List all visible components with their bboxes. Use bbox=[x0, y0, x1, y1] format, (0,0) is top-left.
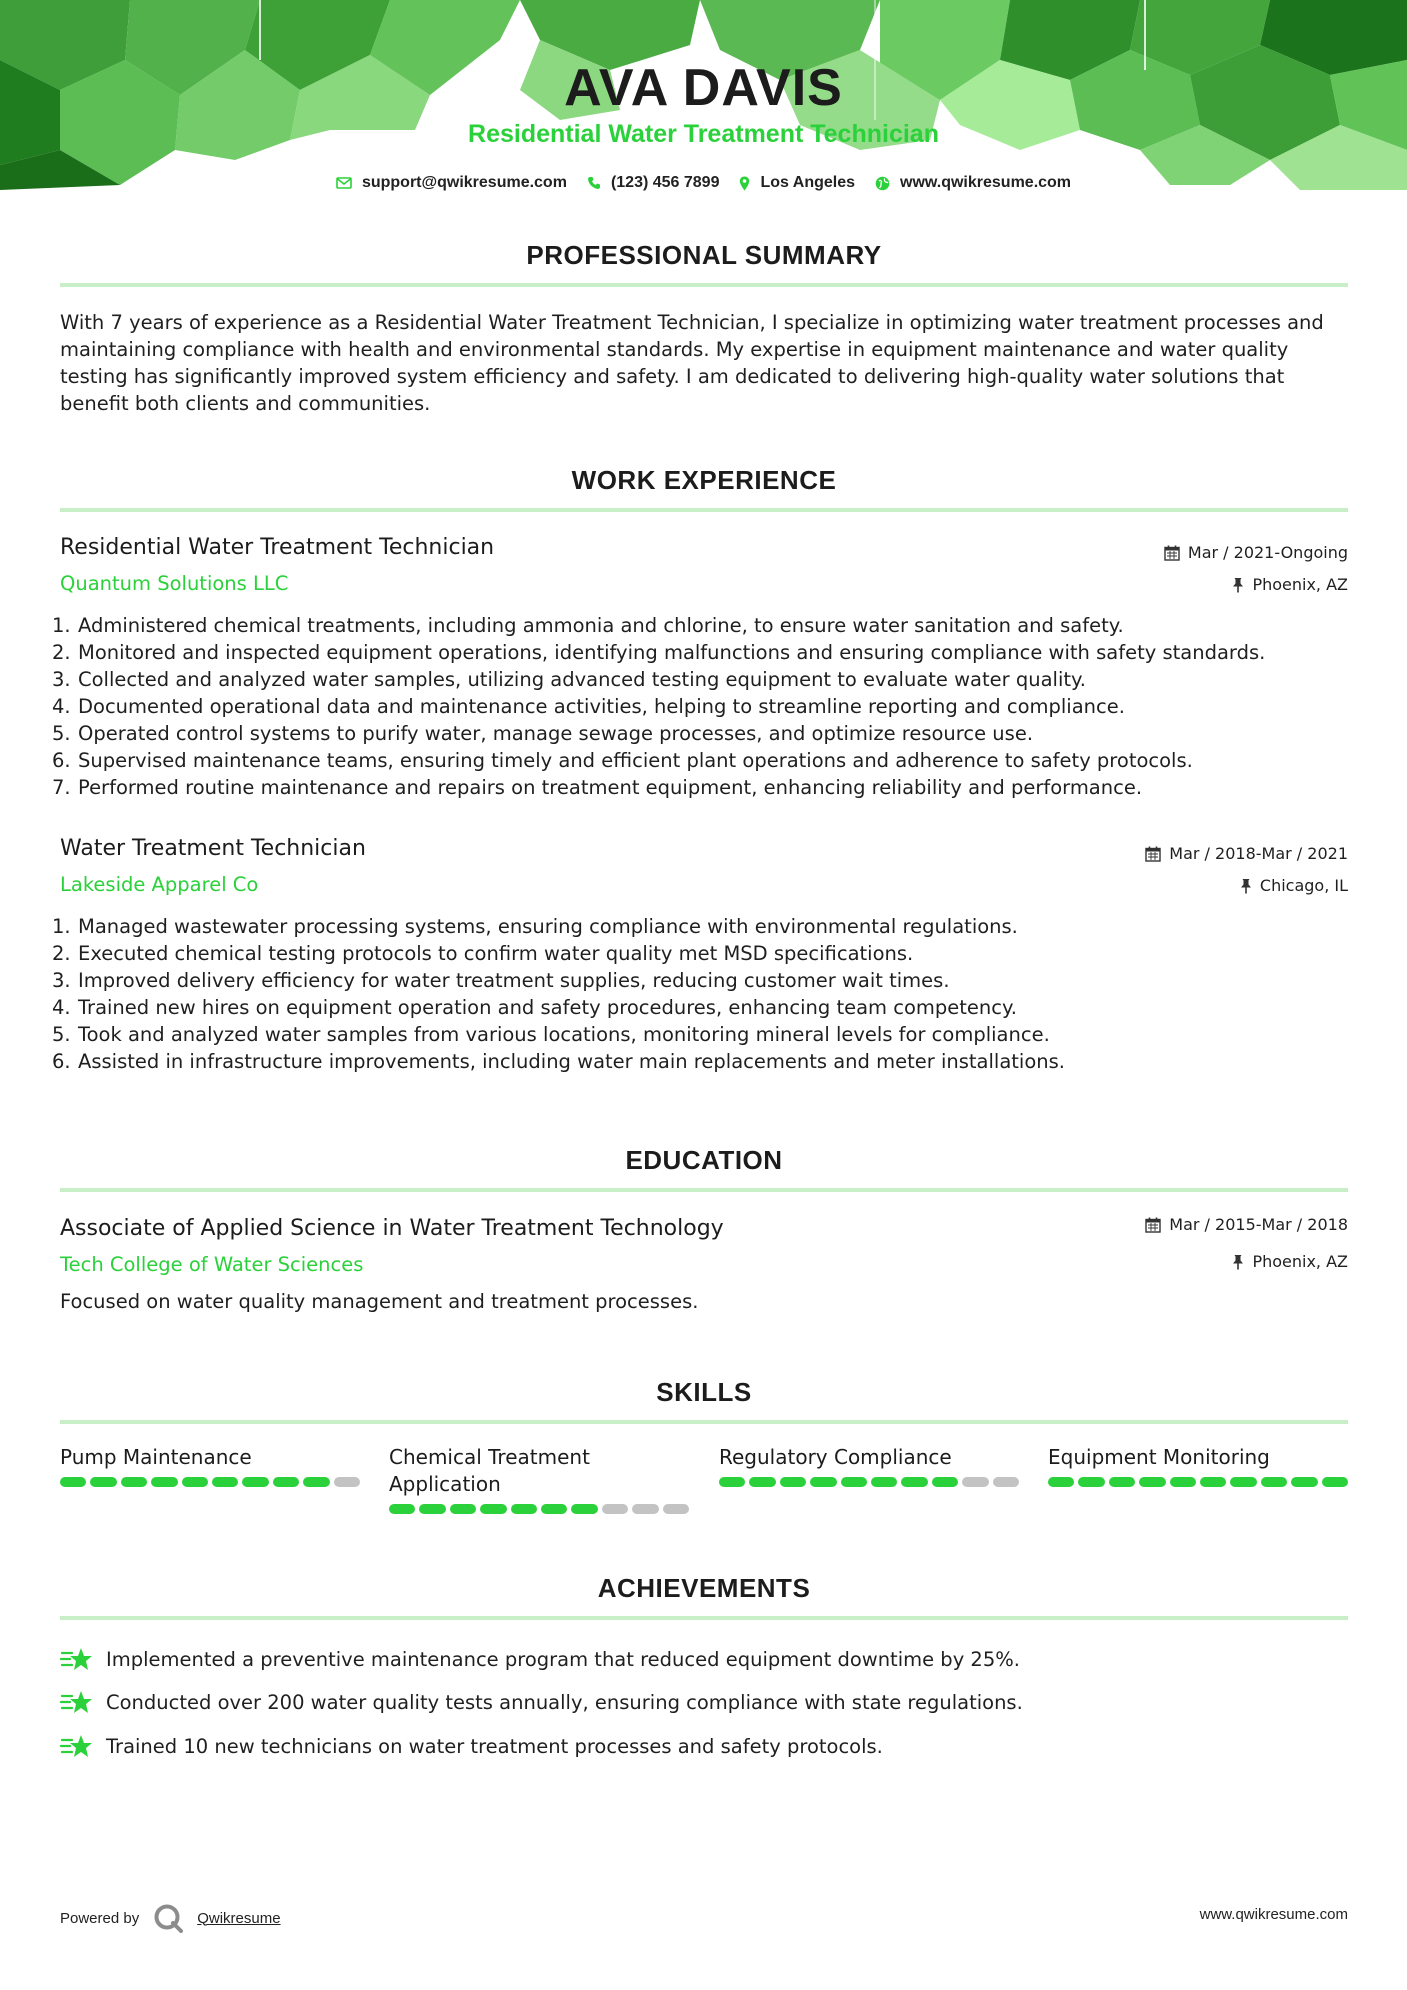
skill-level-segment bbox=[932, 1477, 958, 1487]
skill-level-segment bbox=[571, 1504, 597, 1514]
skill-level-segment bbox=[749, 1477, 775, 1487]
list-item: 6. Assisted in infrastructure improvements, including water main replacements and meter installations. bbox=[52, 1050, 1065, 1073]
job-dates-text: Mar / 2021-Ongoing bbox=[1187, 543, 1348, 562]
skill-level-segment bbox=[1261, 1477, 1287, 1487]
email-text: support@qwikresume.com bbox=[361, 174, 567, 191]
skill-level-segment bbox=[663, 1504, 689, 1514]
list-item: 2. Executed chemical testing protocols to confirm water quality met MSD specifications. bbox=[52, 942, 914, 965]
list-item: 4. Trained new hires on equipment operation and safety procedures, enhancing team competency. bbox=[52, 996, 1017, 1019]
skill-level-segment bbox=[242, 1477, 268, 1487]
skill-level-segment bbox=[1200, 1477, 1226, 1487]
list-item: 3. Improved delivery efficiency for water treatment supplies, reducing customer wait times. bbox=[52, 969, 950, 992]
job-dates bbox=[1145, 844, 1348, 863]
summary-heading: PROFESSIONAL SUMMARY bbox=[526, 240, 882, 270]
skill-level-segment bbox=[632, 1504, 658, 1514]
education-location bbox=[1232, 1252, 1348, 1271]
envelope-icon bbox=[336, 177, 352, 189]
list-item: 3. Collected and analyzed water samples, utilizing advanced testing equipment to evaluate water quality. bbox=[52, 668, 1086, 691]
education-dates-text: Mar / 2015-Mar / 2018 bbox=[1169, 1215, 1348, 1234]
qwikresume-link[interactable]: Qwikresume bbox=[197, 1909, 281, 1927]
skill-level-segment bbox=[810, 1477, 836, 1487]
job-location bbox=[1232, 575, 1348, 594]
job-location bbox=[1240, 876, 1348, 895]
skill-level-segment bbox=[90, 1477, 116, 1487]
phone-text: (123) 456 7899 bbox=[610, 174, 720, 191]
skill-level-segment bbox=[212, 1477, 238, 1487]
skill-name: Chemical Treatment Application bbox=[389, 1445, 590, 1496]
skill-level-segment bbox=[1139, 1477, 1165, 1487]
skill-level-segment bbox=[841, 1477, 867, 1487]
job-dates-text: Mar / 2018-Mar / 2021 bbox=[1169, 844, 1348, 863]
skill-name: Regulatory Compliance bbox=[719, 1445, 952, 1469]
skill-item bbox=[719, 1444, 1019, 1487]
contact-website[interactable] bbox=[875, 174, 1071, 192]
qwikresume-logo-icon bbox=[153, 1903, 183, 1933]
summary-text: With 7 years of experience as a Residential Water Treatment Technician, I specialize in optimizing water treatment processes and maintaining compliance with health and environmental standards. My expertise in equipment maintenance and water quality testing has significantly improved system efficiency and safety. I am dedicated to delivering high-quality water solutions that benefit both clients and communities. bbox=[60, 311, 1324, 415]
skill-item bbox=[60, 1444, 360, 1487]
education-location-text: Phoenix, AZ bbox=[1252, 1252, 1348, 1271]
location-text: Los Angeles bbox=[760, 174, 856, 191]
list-item: 4. Documented operational data and maintenance activities, helping to streamline reporting and compliance. bbox=[52, 695, 1125, 718]
contact-phone[interactable] bbox=[587, 174, 720, 192]
education-heading: EDUCATION bbox=[625, 1145, 783, 1175]
list-item: 7. Performed routine maintenance and repairs on treatment equipment, enhancing reliability and performance. bbox=[52, 776, 1143, 799]
footer-url[interactable]: www.qwikresume.com bbox=[1199, 1906, 1348, 1923]
skill-level-segment bbox=[419, 1504, 445, 1514]
education-dates bbox=[1145, 1215, 1348, 1234]
skills-divider bbox=[60, 1420, 1348, 1424]
skill-level-segment bbox=[303, 1477, 329, 1487]
globe-icon bbox=[875, 176, 890, 191]
job-responsibilities bbox=[52, 913, 1352, 1075]
skill-level-segment bbox=[334, 1477, 360, 1487]
website-text: www.qwikresume.com bbox=[900, 174, 1072, 191]
calendar-icon bbox=[1145, 846, 1161, 862]
calendar-icon bbox=[1164, 545, 1180, 561]
candidate-headline: Residential Water Treatment Technician bbox=[468, 120, 939, 148]
phone-icon bbox=[587, 176, 601, 190]
list-item: 5. Operated control systems to purify water, manage sewage processes, and optimize resource use. bbox=[52, 722, 1034, 745]
job-company: Lakeside Apparel Co bbox=[60, 873, 259, 896]
contact-location bbox=[739, 174, 855, 192]
list-item: 6. Supervised maintenance teams, ensuring timely and efficient plant operations and adherence to safety protocols. bbox=[52, 749, 1193, 772]
skills-heading: SKILLS bbox=[656, 1377, 752, 1407]
candidate-name: AVA DAVIS bbox=[564, 59, 843, 117]
job-dates bbox=[1164, 543, 1348, 562]
shooting-star-icon bbox=[60, 1688, 94, 1716]
contact-email[interactable] bbox=[336, 174, 567, 192]
achievement-text: Trained 10 new technicians on water treatment processes and safety protocols. bbox=[106, 1734, 883, 1758]
skill-name: Equipment Monitoring bbox=[1048, 1445, 1270, 1469]
skill-level-bar bbox=[60, 1477, 360, 1487]
list-item: 1. Administered chemical treatments, including ammonia and chlorine, to ensure water sanitation and safety. bbox=[52, 614, 1124, 637]
pushpin-icon bbox=[1240, 878, 1252, 894]
shooting-star-icon bbox=[60, 1645, 94, 1673]
skill-level-segment bbox=[151, 1477, 177, 1487]
skill-level-bar bbox=[389, 1504, 689, 1514]
skill-level-segment bbox=[871, 1477, 897, 1487]
skill-level-segment bbox=[780, 1477, 806, 1487]
skill-level-segment bbox=[541, 1504, 567, 1514]
list-item: 1. Managed wastewater processing systems, ensuring compliance with environmental regulations. bbox=[52, 915, 1018, 938]
skill-level-segment bbox=[901, 1477, 927, 1487]
education-divider bbox=[60, 1188, 1348, 1192]
skill-level-segment bbox=[121, 1477, 147, 1487]
skill-level-bar bbox=[1048, 1477, 1348, 1487]
skill-level-segment bbox=[511, 1504, 537, 1514]
skill-level-segment bbox=[1291, 1477, 1317, 1487]
skill-item bbox=[1048, 1444, 1348, 1487]
map-pin-icon bbox=[739, 176, 750, 191]
skill-level-segment bbox=[962, 1477, 988, 1487]
achievement-item bbox=[60, 1688, 1023, 1716]
list-item: 5. Took and analyzed water samples from various locations, monitoring mineral levels for compliance. bbox=[52, 1023, 1050, 1046]
education-description: Focused on water quality management and treatment processes. bbox=[60, 1290, 699, 1313]
job-title: Water Treatment Technician bbox=[60, 836, 366, 861]
skill-level-segment bbox=[60, 1477, 86, 1487]
skill-level-segment bbox=[389, 1504, 415, 1514]
skill-level-segment bbox=[993, 1477, 1019, 1487]
skill-level-segment bbox=[1230, 1477, 1256, 1487]
skill-level-segment bbox=[719, 1477, 745, 1487]
skill-level-segment bbox=[450, 1504, 476, 1514]
skill-level-segment bbox=[273, 1477, 299, 1487]
school-name: Tech College of Water Sciences bbox=[60, 1253, 364, 1276]
achievements-heading: ACHIEVEMENTS bbox=[597, 1573, 811, 1603]
shooting-star-icon bbox=[60, 1732, 94, 1760]
skill-level-bar bbox=[719, 1477, 1019, 1487]
list-item: 2. Monitored and inspected equipment operations, identifying malfunctions and ensuring compliance with safety standards. bbox=[52, 641, 1266, 664]
contact-bar bbox=[0, 174, 1407, 192]
job-responsibilities bbox=[52, 612, 1352, 801]
skill-name: Pump Maintenance bbox=[60, 1445, 252, 1469]
experience-divider bbox=[60, 508, 1348, 512]
powered-by-label: Powered by bbox=[60, 1909, 140, 1927]
skill-level-segment bbox=[1322, 1477, 1348, 1487]
achievement-text: Conducted over 200 water quality tests annually, ensuring compliance with state regulations. bbox=[106, 1690, 1023, 1714]
skill-level-segment bbox=[1048, 1477, 1074, 1487]
skill-level-segment bbox=[480, 1504, 506, 1514]
skill-level-segment bbox=[1078, 1477, 1104, 1487]
pushpin-icon bbox=[1232, 1254, 1244, 1270]
achievements-divider bbox=[60, 1616, 1348, 1620]
job-title: Residential Water Treatment Technician bbox=[60, 535, 495, 560]
calendar-icon bbox=[1145, 1217, 1161, 1233]
skill-level-segment bbox=[1109, 1477, 1135, 1487]
achievement-item bbox=[60, 1732, 883, 1760]
skill-level-segment bbox=[1170, 1477, 1196, 1487]
job-company: Quantum Solutions LLC bbox=[60, 572, 289, 595]
skill-level-segment bbox=[602, 1504, 628, 1514]
experience-heading: WORK EXPERIENCE bbox=[571, 465, 837, 495]
achievement-item bbox=[60, 1645, 1020, 1673]
achievement-text: Implemented a preventive maintenance program that reduced equipment downtime by 25%. bbox=[106, 1647, 1020, 1671]
skill-item bbox=[389, 1444, 689, 1514]
degree-title: Associate of Applied Science in Water Treatment Technology bbox=[60, 1216, 724, 1241]
skill-level-segment bbox=[182, 1477, 208, 1487]
summary-divider bbox=[60, 283, 1348, 287]
job-location-text: Chicago, IL bbox=[1259, 876, 1348, 895]
job-location-text: Phoenix, AZ bbox=[1252, 575, 1348, 594]
footer-powered-by bbox=[60, 1903, 281, 1933]
pushpin-icon bbox=[1232, 577, 1244, 593]
